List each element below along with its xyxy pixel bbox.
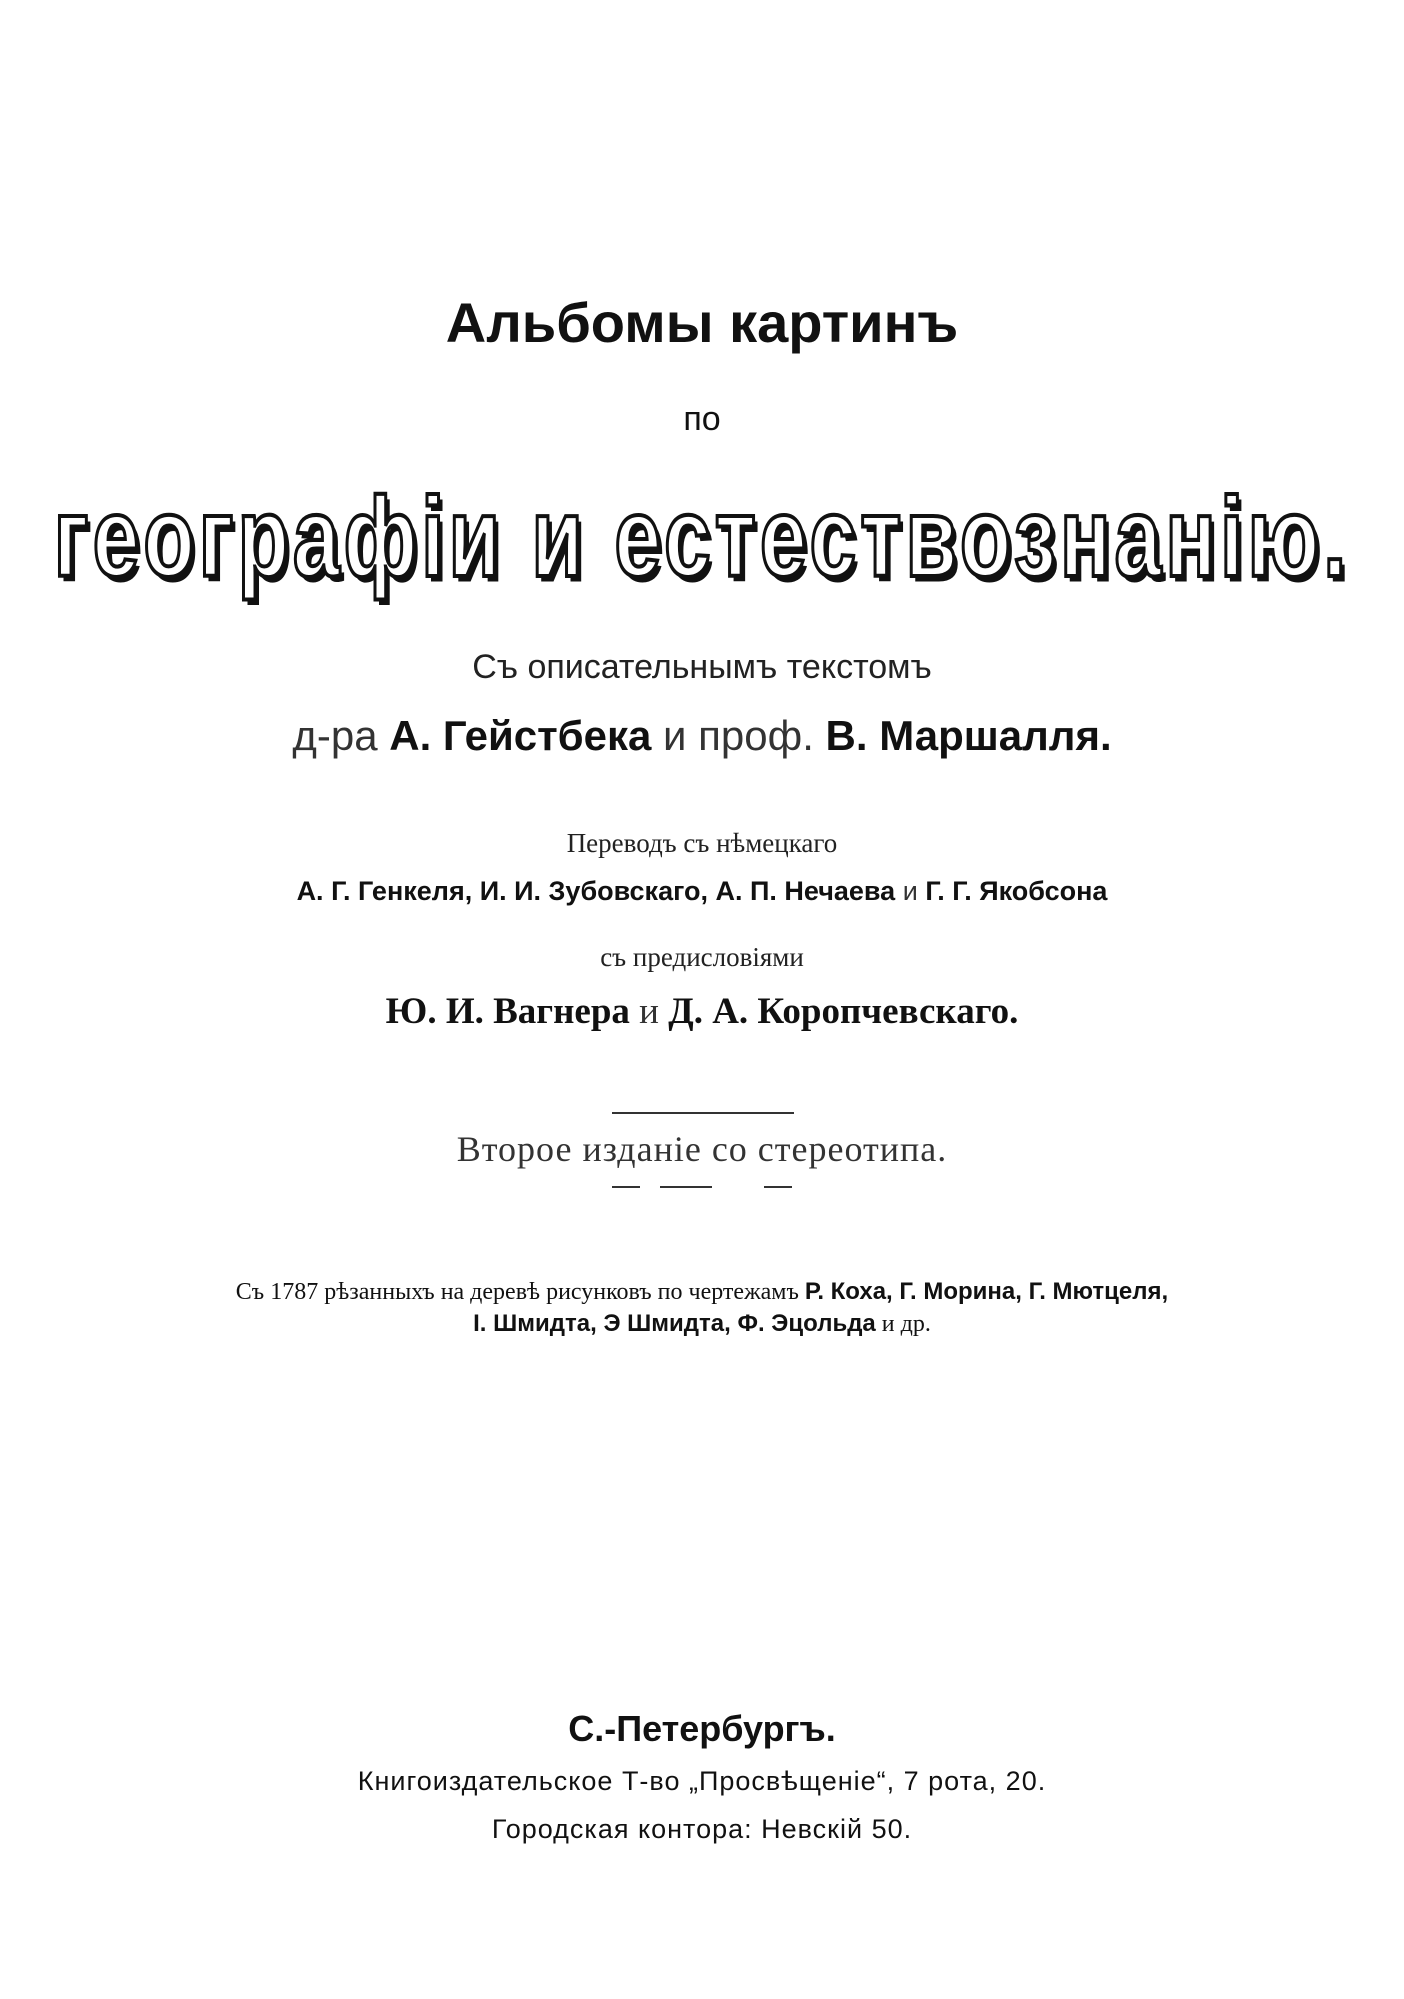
translation-intro: Переводъ съ нѣмецкаго bbox=[566, 828, 838, 858]
illustrations-line-2 bbox=[0, 1310, 1404, 1338]
imprint-city: С.-Петербургъ. bbox=[568, 1708, 836, 1749]
title-line-2: по bbox=[683, 400, 721, 438]
translators-conj: и bbox=[902, 876, 918, 906]
translators-a: А. Г. Генкеля, И. И. Зубовскаго, А. П. Нечаева bbox=[296, 876, 896, 906]
illustrators-a: Р. Коха, Г. Морина, Г. Мютцеля, bbox=[804, 1278, 1169, 1305]
illustrators-b: І. Шмидта, Э Шмидта, Ф. Эцольда bbox=[473, 1310, 876, 1337]
illustrations-line-1 bbox=[0, 1278, 1404, 1306]
edition-note: Второе изданіе со стереотипа. bbox=[456, 1129, 948, 1169]
divider-bottom-2 bbox=[660, 1186, 712, 1188]
imprint-office: Городская контора: Невскій 50. bbox=[491, 1814, 913, 1844]
divider-top bbox=[612, 1112, 794, 1114]
illustrations-tail: и др. bbox=[881, 1311, 931, 1337]
author-geistbeck: А. Гейстбека bbox=[389, 712, 652, 759]
preface-koropchevsky: Д. А. Коропчевскаго. bbox=[668, 991, 1019, 1032]
prefaces-conj: и bbox=[639, 991, 659, 1032]
divider-bottom-3 bbox=[764, 1186, 792, 1188]
divider-bottom-1 bbox=[612, 1186, 640, 1188]
prefaces-line bbox=[0, 990, 1404, 1033]
prefaces-intro: съ предисловіями bbox=[600, 942, 804, 972]
title-line-1: Альбомы картинъ bbox=[445, 291, 959, 354]
authors-conj: и проф. bbox=[663, 712, 814, 759]
translators-b: Г. Г. Якобсона bbox=[925, 876, 1108, 906]
authors-line bbox=[0, 712, 1404, 760]
author-marshall: В. Маршалля. bbox=[825, 712, 1112, 759]
authors-prefix: д-ра bbox=[292, 712, 378, 759]
illustrations-text: Съ 1787 рѣзанныхъ на деревѣ рисунковъ по чертежамъ bbox=[235, 1279, 799, 1305]
imprint-publisher: Книгоиздательское Т-во „Просвѣщеніе“, 7 рота, 20. bbox=[357, 1766, 1047, 1796]
preface-wagner: Ю. И. Вагнера bbox=[385, 991, 630, 1032]
translators-line bbox=[0, 876, 1404, 907]
title-line-3: географіи и естествознанію. bbox=[53, 473, 1351, 601]
authors-intro: Съ описательнымъ текстомъ bbox=[472, 648, 932, 686]
